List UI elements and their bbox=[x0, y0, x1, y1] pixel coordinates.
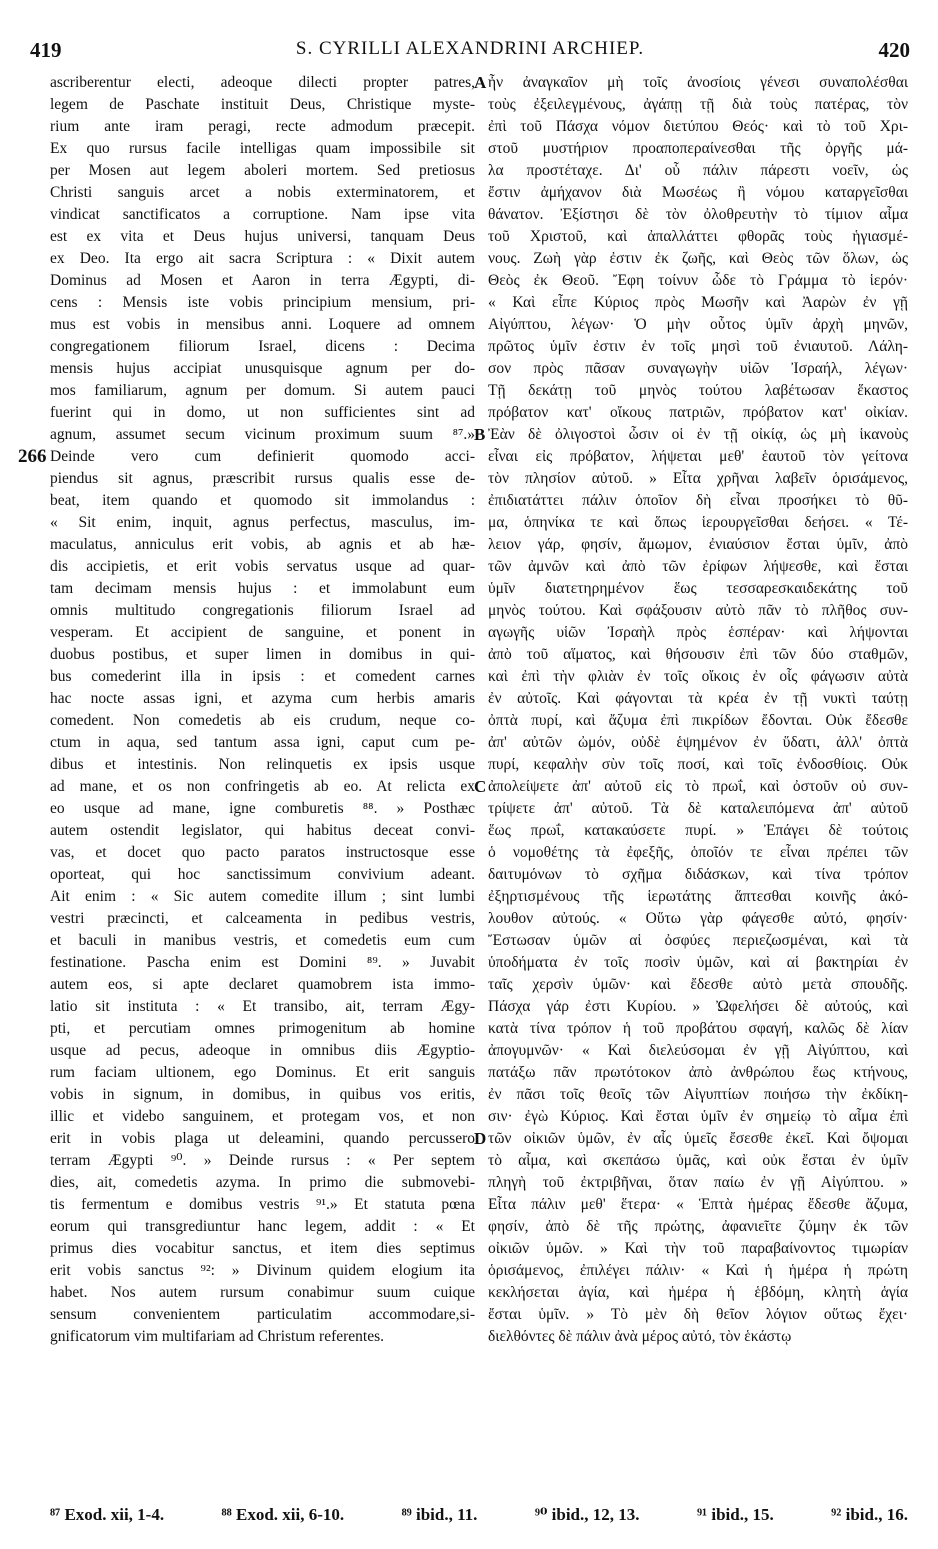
latin-text-line: maculatus, anniculus erit vobis, ab agnis et ab hæ- bbox=[50, 536, 475, 553]
latin-text-line: pti, et percutiam omnes primogenitum ab homine bbox=[50, 1020, 475, 1037]
latin-text-line: est ex vita et Deus hujus universi, tanquam Deus bbox=[50, 228, 475, 245]
latin-text-line: « Sit enim, inquit, agnus perfectus, masculus, im- bbox=[50, 514, 475, 531]
latin-text-line: vestri præcincti, et calceamenta in pedibus vestris, bbox=[50, 910, 475, 927]
latin-text-line: dibus et intestinis. Non relinquetis ex ipsis usque bbox=[50, 756, 475, 773]
latin-text-line: gnificatorum vim multifariam ad Christum referentes. bbox=[50, 1328, 385, 1345]
greek-text-line: πυρί, κεφαλὴν σὺν τοῖς ποσί, καὶ τοῖς ἐνδοσθίοις. Οὐκ bbox=[488, 756, 908, 773]
greek-text-line: ἔσται ὑμῖν. » Τὸ μὲν δὴ θεῖον λόγιον οὕτως ἔχει· bbox=[488, 1306, 908, 1323]
latin-text-line: vesperam. Et accipient de sanguine, et ponent in bbox=[50, 624, 475, 641]
greek-text-line: αγωγῆς υἱῶν Ἰσραὴλ πρὸς ἑσπέραν· καὶ λήψονται bbox=[488, 624, 908, 641]
greek-text-line: πρῶτος ὑμῖν ἐστιν ἐν τοῖς μησὶ τοῦ ἐνιαυτοῦ. Λάλη- bbox=[488, 338, 908, 355]
latin-text-line: Dominus ad Mosen et Aaron in terra Ægypti, di- bbox=[50, 272, 475, 289]
greek-text-line: ἐξηρτισμένους τῆς ἱερωτάτης ἅπτεσθαι κοινῆς ἀκό- bbox=[488, 888, 908, 905]
latin-text-line: legem de Paschate instituit Deus, Christique myste- bbox=[50, 96, 475, 113]
greek-text-line: λειον γάρ, φησίν, ἄμωμον, ἐνιαύσιον ἔσται ὑμῖν, ἀπὸ bbox=[488, 536, 908, 553]
latin-text-line: congregationem filiorum Israel, dicens : Decima bbox=[50, 338, 475, 355]
latin-text-line: Deinde vero cum definierit quomodo acci- bbox=[50, 448, 475, 465]
greek-text-line: Αἰγύπτου, λέγων· Ὁ μὴν οὗτος ὑμῖν ἀρχὴ μηνῶν, bbox=[488, 316, 908, 333]
latin-text-line: illic et videbo sanguinem, et protegam vos, et non bbox=[50, 1108, 475, 1125]
greek-text-line: Θεὸς ἐκ Θεοῦ. Ἔφη τοίνυν ὧδε τὸ Γράμμα τὸ ἱερόν· bbox=[488, 272, 908, 289]
section-number: 266 bbox=[18, 446, 47, 467]
running-title: S. CYRILLI ALEXANDRINI ARCHIEP. bbox=[295, 38, 645, 59]
latin-text-line: tam decimam mensis hujus : et immolabunt eum bbox=[50, 580, 475, 597]
greek-column bbox=[488, 72, 908, 1348]
latin-text-line: vindicat sanctificatos a corruptione. Nam ipse vita bbox=[50, 206, 475, 223]
greek-text-line: ὀπτὰ πυρί, καὶ ἄζυμα ἐπὶ πικρίδων ἔδονται. Οὐκ ἔδεσθε bbox=[488, 712, 908, 729]
latin-text-line: Ait enim : « Sic autem comedite illum ; sint lumbi bbox=[50, 888, 475, 905]
greek-text-line: διελθόντες δὲ πάλιν ἀνὰ μέρος αὐτό, τὸν ἑκάστῳ bbox=[488, 1328, 792, 1345]
footnote: ⁸⁹ ibid., 11. bbox=[401, 1505, 478, 1524]
latin-text-line: autem ostendit legislator, qui habitus deceat convi- bbox=[50, 822, 475, 839]
latin-text-line: per Mosen aut legem aboleri mortem. Sed pretiosus bbox=[50, 162, 475, 179]
footnote: ⁸⁸ Exod. xii, 6-10. bbox=[221, 1505, 345, 1524]
greek-text-line: πατάξω πᾶν πρωτότοκον ἀπὸ ἀνθρώπου ἕως κτήνους, bbox=[488, 1064, 908, 1081]
latin-text-line: rum faciam ultionem, ego Dominus. Et erit sanguis bbox=[50, 1064, 475, 1081]
margin-letter-a: A bbox=[474, 73, 487, 92]
greek-text-line: Ἐὰν δὲ ὀλιγοστοὶ ὦσιν οἱ ἐν τῇ οἰκίᾳ, ὡς μὴ ἱκανοὺς bbox=[488, 426, 908, 443]
greek-text-line: ἦν ἀναγκαῖον μὴ τοῖς ἀνοσίοις γένεσι συναπολέσθαι bbox=[488, 74, 908, 91]
greek-text-line: ἀπολείψετε ἀπ' αὐτοῦ εἰς τὸ πρωΐ, καὶ ὀστοῦν οὐ συν- bbox=[488, 778, 908, 795]
latin-text-line: bus comederint illa in ipsis : et comedent carnes bbox=[50, 668, 475, 685]
greek-text-line: Τῇ δεκάτῃ τοῦ μηνὸς τούτου λαβέτωσαν ἕκαστος bbox=[488, 382, 908, 399]
latin-text-line: ex Deo. Ita ergo ait sacra Scriptura : « Dixit autem bbox=[50, 250, 475, 267]
latin-text-line: rium ante iram peragi, recte admodum præcepit. bbox=[50, 118, 475, 135]
latin-text-line: beat, item quando et quomodo sit immolandus : bbox=[50, 492, 475, 509]
latin-text-line: omnis multitudo congregationis filiorum Israel ad bbox=[50, 602, 475, 619]
greek-text-line: κατὰ τίνα τρόπον ἡ τοῦ προβάτου σφαγή, καλῶς δὲ λίαν bbox=[488, 1020, 908, 1037]
latin-text-line: agnum, assumet secum vicinum proximum suum ⁸⁷.» bbox=[50, 426, 475, 443]
latin-text-line: dis accipietis, et erit vobis servatus usque ad quar- bbox=[50, 558, 475, 575]
footnote: ⁹¹ ibid., 15. bbox=[696, 1505, 774, 1524]
footnote: ⁹⁰ ibid., 12, 13. bbox=[534, 1505, 640, 1524]
latin-text-line: autem eos, si apte declaret quamobrem ista immo- bbox=[50, 976, 475, 993]
greek-text-line: ἔστιν ἀμήχανον διὰ Μωσέως ἢ νόμου καταργεῖσθαι bbox=[488, 184, 908, 201]
greek-text-line: ἀπ' αὐτῶν ὠμόν, οὐδὲ ἑψημένον ἐν ὕδατι, ἀλλ' ὀπτὰ bbox=[488, 734, 908, 751]
latin-text-line: eorum qui transgrediuntur hanc legem, addit : « Et bbox=[50, 1218, 475, 1235]
greek-text-line: εἶναι εἰς πρόβατον, λήψεται μεθ' ἑαυτοῦ τὸν γείτονα bbox=[488, 448, 908, 465]
latin-text-line: latio sit instituta : « Et transibo, ait, terram Ægy- bbox=[50, 998, 475, 1015]
greek-text-line: ἐπὶ τοῦ Πάσχα νόμον διετύπου Θεός· καὶ τὸ τοῦ Χρι- bbox=[488, 118, 908, 135]
latin-text-line: primus dies vocabitur sanctus, et item dies septimus bbox=[50, 1240, 475, 1257]
running-header bbox=[30, 38, 910, 68]
greek-text-line: ἀπὸ τοῦ αἵματος, καὶ θήσουσιν ἐπὶ τῶν δύο σταθμῶν, bbox=[488, 646, 908, 663]
latin-text-line: ctum in aqua, sed tantum assa igni, caput cum pe- bbox=[50, 734, 475, 751]
greek-text-line: ὁ νομοθέτης τὰ ἐφεξῆς, ὁποῖόν τε εἶναι πρέπει τῶν bbox=[488, 844, 908, 861]
margin-letter-c: C bbox=[474, 777, 487, 796]
latin-text-line: mensis hujus accipiat unusquisque agnum per do- bbox=[50, 360, 475, 377]
greek-text-line: ἐπιδιατάττει πάλιν ὁποῖον δὴ εἶναι προσήκει τὸ θῦ- bbox=[488, 492, 908, 509]
greek-text-line: τοὺς ἐξειλεγμένους, ἀγάπῃ τῇ διὰ τοὺς πατέρας, τὸν bbox=[488, 96, 908, 113]
latin-text-line: festinatione. Pascha enim est Domini ⁸⁹. » Juvabit bbox=[50, 954, 475, 971]
greek-text-line: φησίν, ἀπὸ δὲ τῆς πρώτης, ἀφανιεῖτε ζύμην ἐκ τῶν bbox=[488, 1218, 908, 1235]
greek-text-line: ὑμῖν διατετηρημένον ἕως τεσσαρεσκαιδεκάτης τοῦ bbox=[488, 580, 908, 597]
greek-text-line: ἀπογυμνῶν· « Καὶ διελεύσομαι ἐν γῇ Αἰγύπτου, καὶ bbox=[488, 1042, 908, 1059]
greek-text-line: ἕως πρωΐ, κατακαύσετε πυρί. » Ἐπάγει δὲ τούτοις bbox=[488, 822, 908, 839]
greek-text-line: λα προστέταχε. Δι' οὗ πάλιν πάρεστι νοεῖν, ὡς bbox=[488, 162, 908, 179]
latin-text-line: oporteat, qui hoc sanctissimum convivium adeant. bbox=[50, 866, 475, 883]
latin-text-line: sensum convenientem particulatim accommodare,si- bbox=[50, 1306, 475, 1323]
margin-letter-b: B bbox=[474, 425, 486, 444]
greek-text-line: Πάσχα γάρ ἐστι Κυρίου. » Ὠφελήσει δὲ αὐτούς, καὶ bbox=[488, 998, 908, 1015]
margin-letter-d: D bbox=[474, 1129, 487, 1148]
latin-text-line: Ex quo rursus facile intelligas quam impossibile sit bbox=[50, 140, 475, 157]
greek-text-line: πρόβατον κατ' οἴκους πατριῶν, πρόβατον κατ' οἰκίαν. bbox=[488, 404, 908, 421]
greek-text-line: τῶν ἀμνῶν καὶ ἀπὸ τῶν ἐρίφων λήψεσθε, καὶ ἔσται bbox=[488, 558, 908, 575]
latin-text-line: Christi sanguis arcet a nobis exterminatorem, et bbox=[50, 184, 475, 201]
footnote: ⁸⁷ Exod. xii, 1-4. bbox=[50, 1505, 165, 1524]
latin-text-line: usque ad pecus, adeoque in omnibus diis Ægyptio- bbox=[50, 1042, 475, 1059]
greek-text-line: μα, ὁπηνίκα τε καὶ ὅπως ἱερουργεῖσθαι δεήσει. « Τέ- bbox=[488, 514, 908, 531]
latin-text-line: tis fermentum e domibus vestris ⁹¹.» Et statuta pœna bbox=[50, 1196, 475, 1213]
latin-text-line: et baculi in manibus vestris, et comedetis eum cum bbox=[50, 932, 475, 949]
greek-text-line: τοῦ Χριστοῦ, καὶ ἀπαλλάττει φθορᾶς τοὺς ἡγιασμέ- bbox=[488, 228, 908, 245]
latin-text-line: ascriberentur electi, adeoque dilecti propter patres, bbox=[50, 74, 475, 91]
latin-text-line: erit vobis sanctus ⁹²: » Divinum quidem elogium ita bbox=[50, 1262, 475, 1279]
latin-text-line: comedent. Non comedetis ab eis crudum, neque co- bbox=[50, 712, 475, 729]
latin-column bbox=[50, 72, 475, 1348]
greek-text-line: ὁρισάμενος, ἐπιλέγει πάλιν· « Καὶ ἡ ἡμέρα ἡ πρώτη bbox=[488, 1262, 908, 1279]
greek-text-line: νους. Ζωὴ γὰρ ἐστιν ἐκ ζωῆς, καὶ Θεὸς τῶν ὅλων, ὡς bbox=[488, 250, 908, 267]
latin-text-line: habet. Nos autem rursum conabimur suum cuique bbox=[50, 1284, 475, 1301]
latin-text-line: hac nocte assas igni, et azyma cum herbis amaris bbox=[50, 690, 475, 707]
greek-text-line: τῶν οἰκιῶν ὑμῶν, ἐν αἷς ὑμεῖς ἔσεσθε ἐκεῖ. Καὶ ὄψομαι bbox=[488, 1130, 908, 1147]
page-number-right: 420 bbox=[878, 38, 910, 62]
greek-text-line: ἐν πᾶσι τοῖς θεοῖς τῶν Αἰγυπτίων ποιήσω τὴν ἐκδίκη- bbox=[488, 1086, 908, 1103]
footnotes bbox=[50, 1505, 908, 1525]
footnote: ⁹² ibid., 16. bbox=[831, 1505, 908, 1524]
greek-text-line: Εἶτα πάλιν μεθ' ἕτερα· « Ἑπτὰ ἡμέρας ἔδεσθε ἄζυμα, bbox=[488, 1196, 908, 1213]
greek-text-line: τὸ αἷμα, καὶ σκεπάσω ὑμᾶς, καὶ οὐκ ἔσται ἐν ὑμῖν bbox=[488, 1152, 908, 1169]
greek-text-line: καὶ ἐπὶ τὴν φλιὰν ἐν τοῖς οἴκοις ἐν οἷς φάγωσιν αὐτὰ bbox=[488, 668, 908, 685]
page-number-left: 419 bbox=[30, 38, 62, 62]
greek-text-line: οἰκιῶν ὑμῶν. » Καὶ τὴν τοῦ παραβαίνοντος τιμωρίαν bbox=[488, 1240, 908, 1257]
greek-text-line: σιν· ἐγὼ Κύριος. Καὶ ἔσται ὑμῖν ἐν σημείῳ τὸ αἷμα ἐπὶ bbox=[488, 1108, 908, 1125]
latin-text-line: mos familiarum, agnum per domum. Si autem pauci bbox=[50, 382, 475, 399]
latin-text-line: piendus sit agnus, præscribit rursus qualis esse de- bbox=[50, 470, 475, 487]
latin-text-line: vobis in signum, in domibus, in quibus vos eritis, bbox=[50, 1086, 475, 1103]
greek-text-line: στοῦ μυστήριον προαποπεραίνεσθαι τῆς ὀργῆς μά- bbox=[488, 140, 908, 157]
greek-text-line: τρίψετε ἀπ' αὐτοῦ. Τὰ δὲ καταλειπόμενα ἀπ' αὐτοῦ bbox=[488, 800, 908, 817]
latin-text-line: mus est vobis in mensibus anni. Loquere ad omnem bbox=[50, 316, 475, 333]
greek-text-line: μηνὸς τούτου. Καὶ σφάξουσιν αὐτὸ πᾶν τὸ πλῆθος συν- bbox=[488, 602, 908, 619]
greek-text-line: κεκλήσεται ἁγία, καὶ ἡμέρα ἡ ἑβδόμη, κλητὴ ἁγία bbox=[488, 1284, 908, 1301]
latin-text-line: ad mane, et os non confringetis ab eo. At relicta ex bbox=[50, 778, 475, 795]
latin-text-line: cens : Mensis iste vobis principium mensium, pri- bbox=[50, 294, 475, 311]
greek-text-line: πληγὴ τοῦ ἐκτριβῆναι, ὅταν παίω ἐν γῇ Αἰγύπτου. » bbox=[488, 1174, 908, 1191]
greek-text-line: « Καὶ εἶπε Κύριος πρὸς Μωσῆν καὶ Ἀαρὼν ἐν γῇ bbox=[488, 294, 908, 311]
latin-text-line: duobus postibus, et super limen in domibus in qui- bbox=[50, 646, 475, 663]
greek-text-line: ἐν αὐτοῖς. Καὶ φάγονται τὰ κρέα ἐν τῇ νυκτὶ ταύτῃ bbox=[488, 690, 908, 707]
latin-text-line: terram Ægypti ⁹⁰. » Deinde rursus : « Per septem bbox=[50, 1152, 475, 1169]
greek-text-line: θάνατον. Ἐξίστησι δὲ τὸν ὀλοθρευτὴν τὸ τίμιον αἷμα bbox=[488, 206, 908, 223]
greek-text-line: ὑποδήματα ἐν τοῖς ποσὶν ὑμῶν, καὶ αἱ βακτηρίαι ἐν bbox=[488, 954, 908, 971]
latin-text-line: erit in vobis plaga ut deleamini, quando percussero bbox=[50, 1130, 475, 1147]
greek-text-line: Ἔστωσαν ὑμῶν αἱ ὀσφύες περιεζωσμέναι, καὶ τὰ bbox=[488, 932, 908, 949]
greek-text-line: ταῖς χερσὶν ὑμῶν· καὶ ἔδεσθε αὐτὸ μετὰ σπουδῆς. bbox=[488, 976, 908, 993]
greek-text-line: τὸν πλησίον αὐτοῦ. » Εἶτα χρῆναι λαβεῖν ὁρισάμενος, bbox=[488, 470, 908, 487]
latin-text-line: vas, et docet quo pacto paratos instructosque esse bbox=[50, 844, 475, 861]
latin-text-line: dies, ait, comedetis azyma. In primo die submovebi- bbox=[50, 1174, 475, 1191]
greek-text-line: δαιτυμόνων τὸ σχῆμα διδάσκων, καὶ τίνα τρόπον bbox=[488, 866, 908, 883]
greek-text-line: σον πρὸς πᾶσαν συναγωγὴν υἱῶν Ἰσραήλ, λέγων· bbox=[488, 360, 908, 377]
latin-text-line: eo usque ad mane, igne comburetis ⁸⁸. » Posthæc bbox=[50, 800, 475, 817]
greek-text-line: λουθον αὐτούς. « Οὕτω γὰρ φάγεσθε αὐτό, φησίν· bbox=[488, 910, 908, 927]
latin-text-line: fuerint qui in domo, ut non sufficientes sint ad bbox=[50, 404, 475, 421]
